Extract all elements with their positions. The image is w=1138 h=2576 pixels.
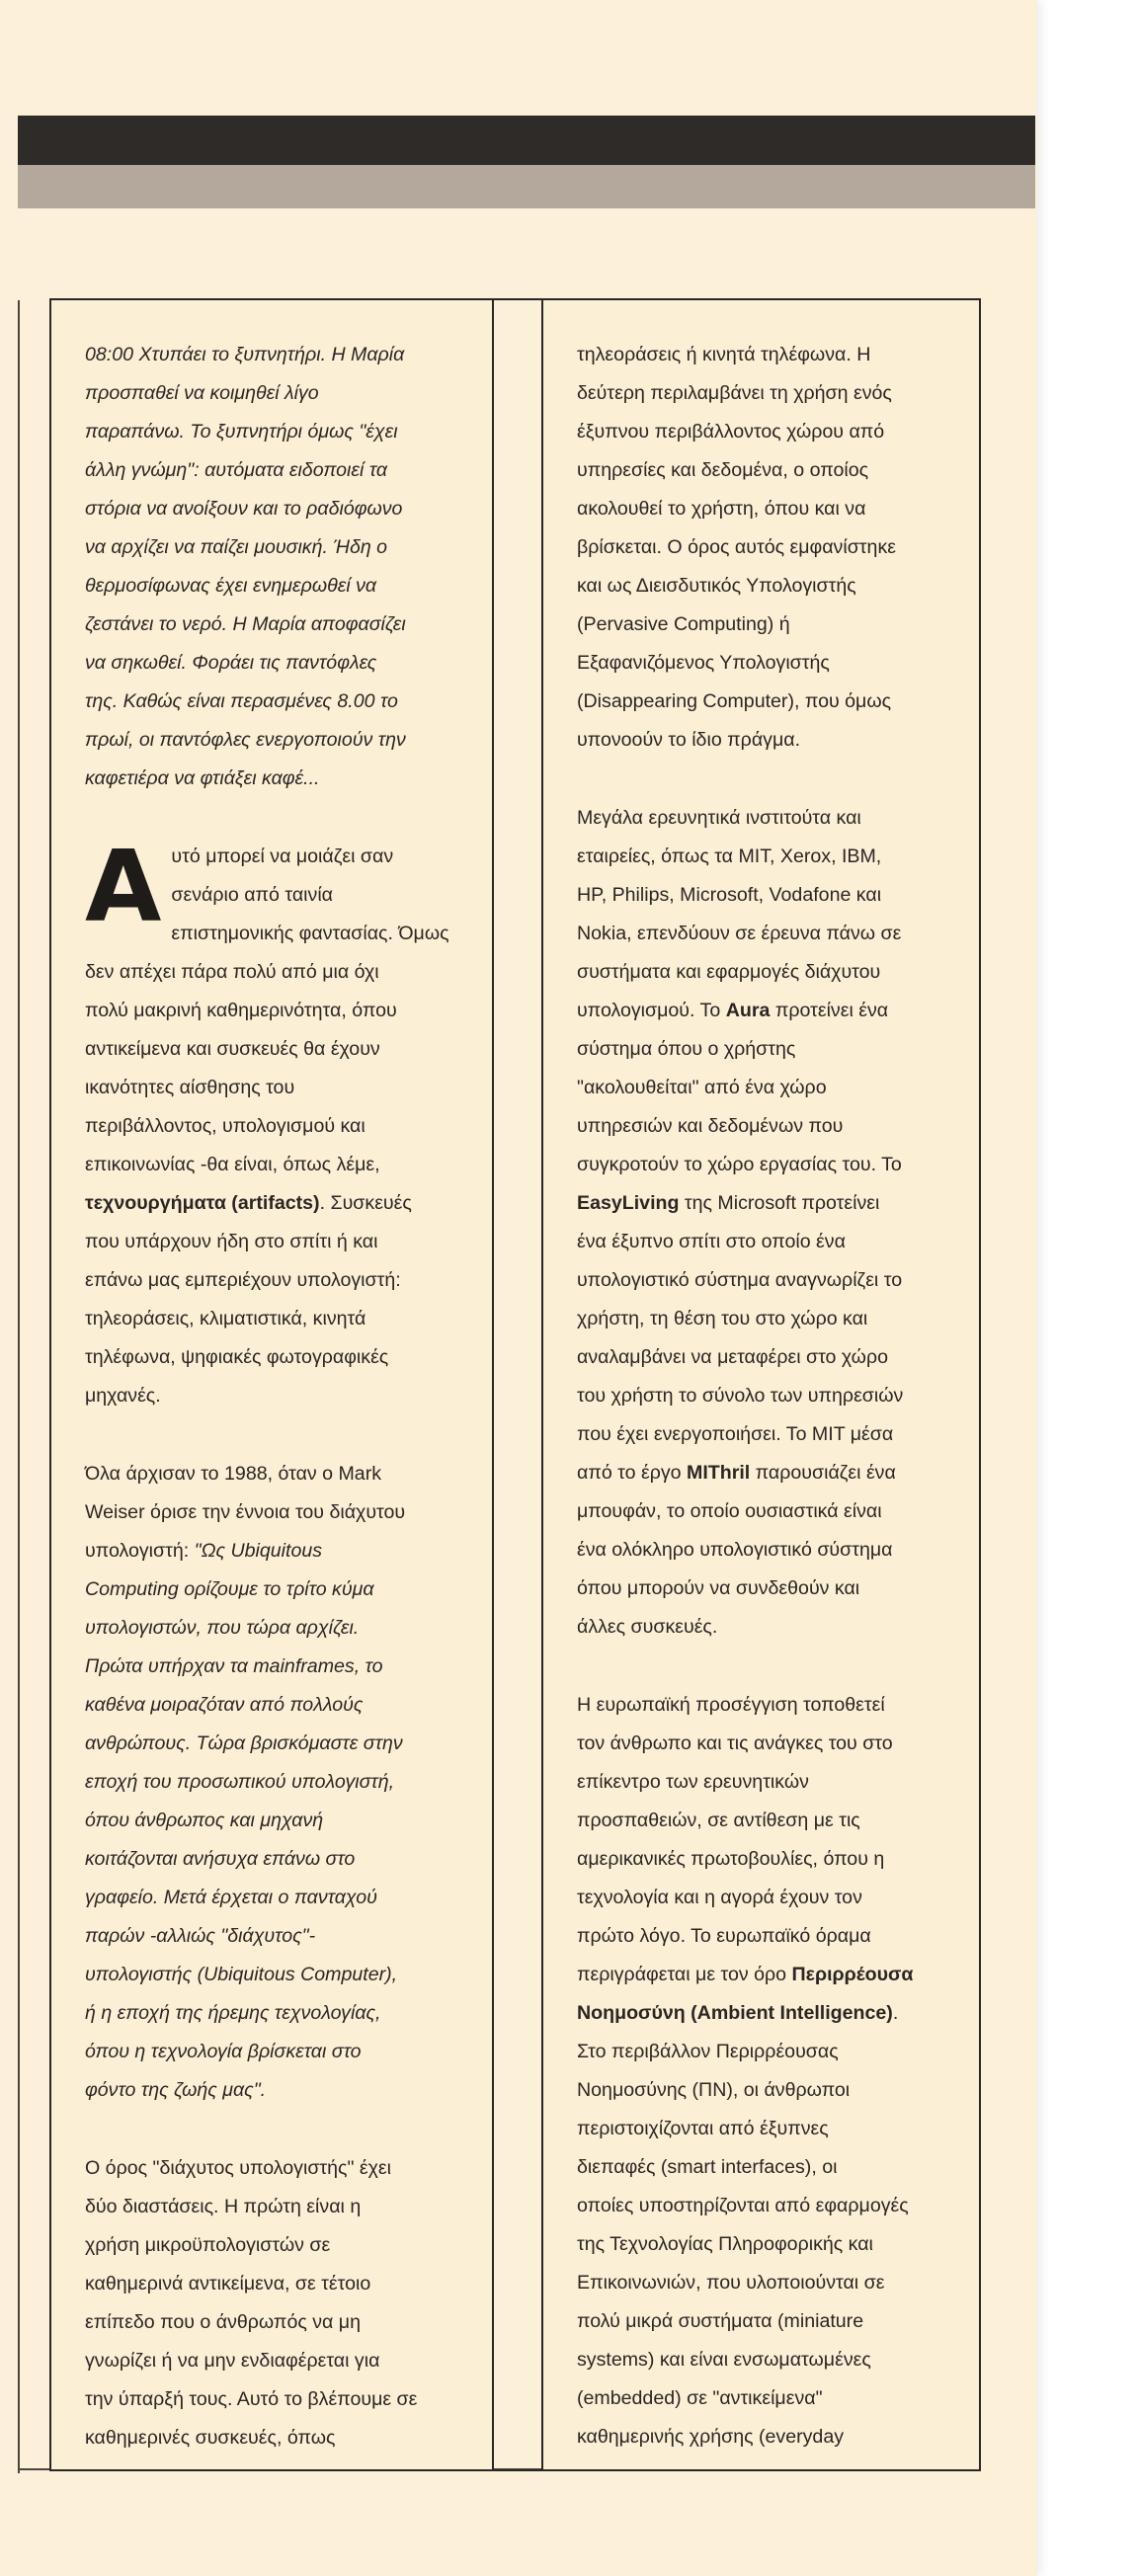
- paragraph-text: παρουσιάζει ένα μπουφάν, το οποίο ουσιαστικά είναι ένα ολόκληρο υπολογιστικό σύστημα όπου μπορούν να συνδεθούν και άλλες συσκευές.: [577, 1462, 896, 1638]
- header-band-light: [18, 165, 1035, 208]
- paragraph-weiser: [85, 1455, 458, 2110]
- bold-term: Aura: [725, 1000, 771, 1021]
- paragraph-text: Όλα άρχισαν το 1988, όταν ο Mark Weiser όρισε την έννοια του διάχυτου υπολογιστή:: [85, 1463, 406, 1562]
- paragraph-text: Μεγάλα ερευνητικά ινστιτούτα και εταιρείες, όπως τα MIT, Xerox, IBM, HP, Philips, Microsoft, Vodafone και Nokia, επενδύουν σε έρευνα πάνω σε συστήματα και εφαρμογές διάχυτου υπολογισμού. Το: [577, 807, 902, 1021]
- column-gutter: [494, 298, 541, 2471]
- paragraph-text: Η ευρωπαϊκή προσέγγιση τοποθετεί τον άνθρωπο και τις ανάγκες του στο επίκεντρο των ερευνητικών προσπαθειών, σε αντίθεση με τις αμερικανικές πρωτοβουλίες, όπου η τεχνολογία και η αγορά έχουν τον πρώτο λόγο. Το ευρωπαϊκό όραμα περιγράφεται με τον όρο: [577, 1694, 893, 1985]
- intro-scenario: 08:00 Χτυπάει το ξυπνητήρι. Η Μαρία προσπαθεί να κοιμηθεί λίγο παραπάνω. Το ξυπνητήρι όμως "έχει άλλη γνώμη": αυτόματα ειδοποιεί τα στόρια να ανοίξουν και το ραδιόφωνο να αρχίζει να παίζει μουσική. Ήδη ο θερμοσίφωνας έχει ενημερωθεί να ζεστάνει το νερό. Η Μαρία αποφασίζει να σηκωθεί. Φοράει τις παντόφλες της. Καθώς είναι περασμένες 8.00 το πρωί, οι παντόφλες ενεργοποιούν την καφετιέρα να φτιάξει καφέ...: [85, 344, 406, 789]
- right-column: [541, 298, 981, 2471]
- paragraph-text: της Microsoft προτείνει ένα έξυπνο σπίτι στο οποίο ένα υπολογιστικό σύστημα αναγνωρίζει το χρήστη, τη θέση του στο χώρο και αναλαμβάνει να μεταφέρει στο χώρο του χρήστη το σύνολο των υπηρεσιών που έχει ενεργοποιήσει. Το MIT μέσα από το έργο: [577, 1192, 904, 1484]
- bold-term: MIThril: [687, 1462, 751, 1484]
- paragraph-pervasive: τηλεοράσεις ή κινητά τηλέφωνα. Η δεύτερη περιλαμβάνει τη χρήση ενός έξυπνου περιβάλλοντος χώρου από υπηρεσίες και δεδομένα, ο οποίος ακολουθεί το χρήστη, όπου και να βρίσκεται. Ο όρος αυτός εμφανίστηκε και ως Διεισδυτικός Υπολογιστής (Pervasive Computing) ή Εξαφανιζόμενος Υπολογιστής (Disappearing Computer), που όμως υπονοούν το ίδιο πράγμα.: [577, 344, 896, 751]
- drop-cap: Α: [85, 829, 162, 944]
- paragraph-dimensions: Ο όρος "διάχυτος υπολογιστής" έχει δύο διαστάσεις. Η πρώτη είναι η χρήση μικροϋπολογιστών σε καθημερινά αντικείμενα, σε τέτοιο επίπεδο που ο άνθρωπός να μη γνωρίζει ή να μην ενδιαφέρεται για την ύπαρξή τους. Αυτό το βλέπουμε σε καθημερινές συσκευές, όπως: [85, 2157, 418, 2449]
- bold-term: Περιρρέουσα Νοημοσύνη (Ambient Intelligence): [577, 1964, 914, 2024]
- paragraph-research: [577, 799, 945, 1647]
- paragraph-text: . Συσκευές που υπάρχουν ήδη στο σπίτι ή και επάνω μας εμπεριέχουν υπολογιστή: τηλεοράσεις, κλιματιστικά, κινητά τηλέφωνα, ψηφιακές φωτογραφικές μηχανές.: [85, 1192, 412, 1407]
- bold-term: EasyLiving: [577, 1192, 680, 1214]
- header-band-dark: [18, 116, 1035, 165]
- paragraph-text: υτό μπορεί να μοιάζει σαν σενάριο από ταινία επιστημονικής φαντασίας. Όμως δεν απέχει πάρα πολύ από μια όχι πολύ μακρινή καθημερινότητα, όπου αντικείμενα και συσκευές θα έχουν ικανότητες αίσθησης του περιβάλλοντος, υπολογισμού και επικοινωνίας -θα είναι, όπως λέμε,: [85, 845, 449, 1175]
- weiser-quote: "Ως Ubiquitous Computing ορίζουμε το τρίτο κύμα υπολογιστών, που τώρα αρχίζει. Πρώτα υπήρχαν τα mainframes, το καθένα μοιραζόταν από πολλούς ανθρώπους. Τώρα βρισκόμαστε στην εποχή του προσωπικού υπολογιστή, όπου άνθρωπος και μηχανή κοιτάζονται ανήσυχα επάνω στο γραφείο. Μετά έρχεται ο πανταχού παρών -αλλιώς "διάχυτος"- υπολογιστής (Ubiquitous Computer), ή η εποχή της ήρεμης τεχνολογίας, όπου η τεχνολογία βρίσκεται στο φόντο της ζωής μας".: [85, 1540, 403, 2101]
- paragraph-artifacts: [85, 829, 458, 1415]
- left-column: [49, 298, 494, 2471]
- paragraph-text: προτείνει ένα σύστημα όπου ο χρήστης "ακολουθείται" από ένα χώρο υπηρεσιών και δεδομένων που συγκροτούν το χώρο εργασίας του. Το: [577, 1000, 902, 1175]
- left-border-rule: [18, 300, 20, 2473]
- paragraph-text: . Στο περιβάλλον Περιρρέουσας Νοημοσύνης (ΠΝ), οι άνθρωποι περιστοιχίζονται από έξυπνες διεπαφές (smart interfaces), οι οποίες υποστηρίζονται από εφαρμογές της Τεχνολογίας Πληροφορικής και Επικοινωνιών, που υλοποιούνται σε πολύ μικρά συστήματα (miniature systems) και είναι ενσωματωμένες (embedded) σε "αντικείμενα" καθημερινής χρήσης (everyday: [577, 2002, 909, 2448]
- bold-term: τεχνουργήματα (artifacts): [85, 1192, 320, 1214]
- paragraph-ambient: [577, 1686, 945, 2456]
